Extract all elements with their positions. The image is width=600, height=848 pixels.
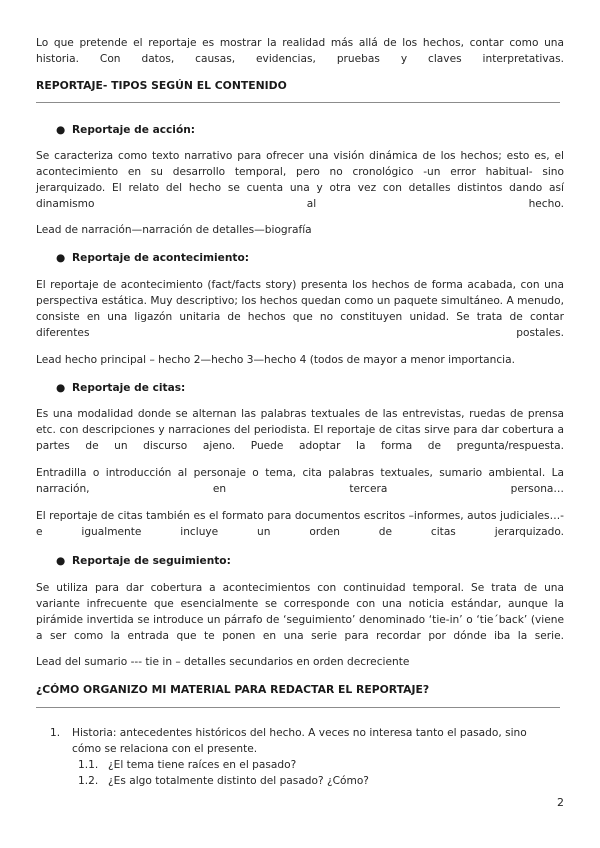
list-item-text-cont: cómo se relaciona con el presente. xyxy=(72,743,258,755)
bullet-seguimiento xyxy=(56,553,231,569)
intro-paragraph: Lo que pretende el reportaje es mostrar la realidad más allá de los hechos, contar como una historia. Con datos, causas, evidencias, pruebas y claves interpretativas. xyxy=(36,37,564,65)
bullet-title: Reportaje de acontecimiento: xyxy=(72,252,249,264)
section-divider xyxy=(36,102,560,103)
bullet-title: Reportaje de acción: xyxy=(72,124,195,136)
sublist-item-text: ¿Es algo totalmente distinto del pasado? ¿Cómo? xyxy=(108,775,369,787)
accion-body: Se caracteriza como texto narrativo para ofrecer una visión dinámica de los hechos; esto es, el acontecimiento en su desarrollo temporal, pero no cronológico -un error habitual- sino jerarquizado. El relato del hecho se cuenta una y otra vez con detalles distintos dando así dinamismo al hecho. xyxy=(36,150,564,210)
accion-lead: Lead de narración—narración de detalles—biografía xyxy=(36,224,312,236)
bullet-title: Reportaje de citas: xyxy=(72,382,186,394)
bullet-icon: ● xyxy=(56,252,66,264)
bullet-citas xyxy=(56,380,185,396)
sublist-item-number: 1.2. xyxy=(78,775,99,787)
bullet-icon: ● xyxy=(56,555,66,567)
sublist-item-text: ¿El tema tiene raíces en el pasado? xyxy=(108,759,297,771)
section-heading-organizo: ¿CÓMO ORGANIZO MI MATERIAL PARA REDACTAR EL REPORTAJE? xyxy=(36,683,430,696)
bullet-icon: ● xyxy=(56,124,66,136)
section-divider xyxy=(36,707,560,708)
citas-body-2: Entradilla o introducción al personaje o tema, cita palabras textuales, sumario ambiental. La narración, en tercera persona… xyxy=(36,467,564,495)
seguimiento-lead: Lead del sumario --- tie in – detalles secundarios en orden decreciente xyxy=(36,656,410,668)
acontecimiento-body: El reportaje de acontecimiento (fact/facts story) presenta los hechos de forma acabada, con una perspectiva estática. Muy descriptivo; los hechos quedan como un paquete simultáneo. A menudo, consiste en una ligazón unitaria de hechos que no constituyen unidad. Se trata de contar diferentes postales. xyxy=(36,279,564,339)
bullet-title: Reportaje de seguimiento: xyxy=(72,555,231,567)
bullet-icon: ● xyxy=(56,382,66,394)
section-heading-tipos: REPORTAJE- TIPOS SEGÚN EL CONTENIDO xyxy=(36,79,287,92)
page-number: 2 xyxy=(557,796,564,809)
citas-body-3: El reportaje de citas también es el formato para documentos escritos –informes, autos judiciales…- e igualmente incluye un orden de citas jerarquizado. xyxy=(36,510,564,538)
seguimiento-body: Se utiliza para dar cobertura a acontecimientos con continuidad temporal. Se trata de una variante infrecuente que esencialmente se corresponde con una noticia estándar, aunque la pirámide invertida se introduce un párrafo de ‘seguimiento’ denominado ‘tie-in’ o ‘tie´back’ (viene a ser como la entrada que te ponen en una serie para recordar por dónde iba la serie. xyxy=(36,582,564,642)
bullet-acontecimiento xyxy=(56,250,249,266)
acontecimiento-lead: Lead hecho principal – hecho 2—hecho 3—hecho 4 (todos de mayor a menor importancia. xyxy=(36,354,515,366)
sublist-item-number: 1.1. xyxy=(78,759,99,771)
list-item-number: 1. xyxy=(50,727,61,739)
list-item-text: Historia: antecedentes históricos del hecho. A veces no interesa tanto el pasado, sino xyxy=(72,727,527,739)
citas-body: Es una modalidad donde se alternan las palabras textuales de las entrevistas, ruedas de prensa etc. con descripciones y narraciones del periodista. El reportaje de citas sirve para dar cobertura a partes de un discurso ajeno. Puede adoptar la forma de pregunta/respuesta. xyxy=(36,408,564,452)
bullet-accion xyxy=(56,122,195,138)
